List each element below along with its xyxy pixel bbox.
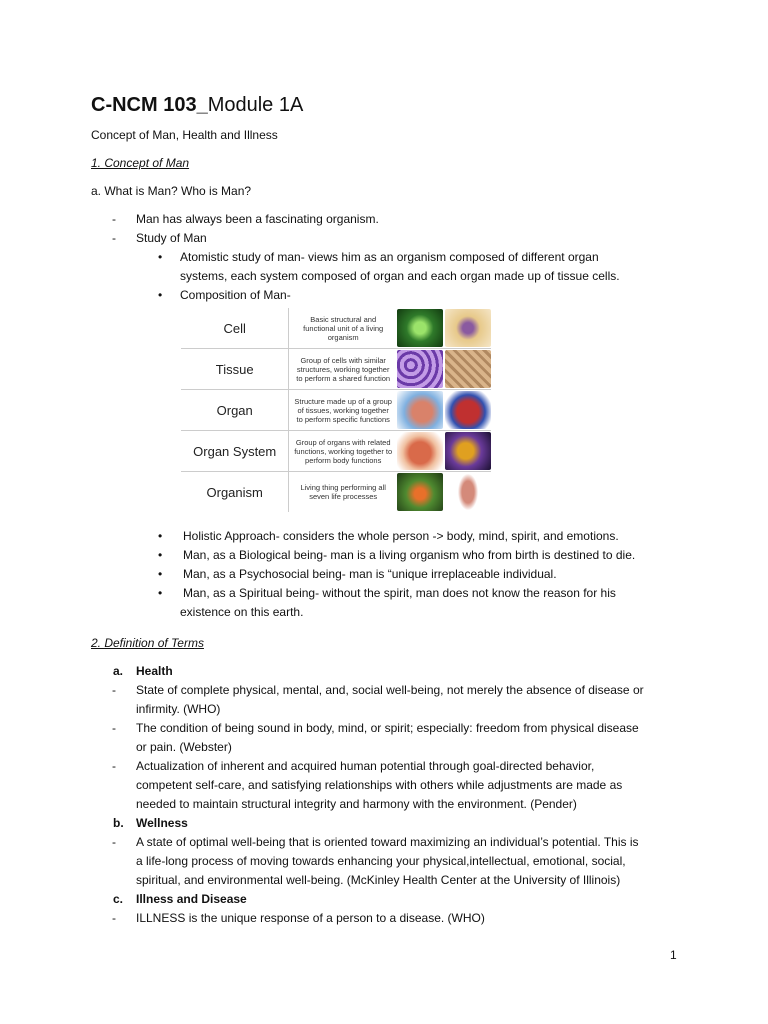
list-item-continued: spiritual, and environmental well-being. (McKinley Health Center at the University of Illinois) <box>136 873 621 887</box>
list-item: - Man has always been a fascinating organism. <box>112 212 379 226</box>
list-item-continued: infirmity. (WHO) <box>136 702 221 716</box>
composition-row <box>181 308 491 349</box>
composition-level-name: Cell <box>181 308 289 348</box>
composition-level-desc: Group of cells with similar structures, working together to perform a shared function <box>296 355 391 383</box>
term-heading-health: a. Health <box>113 664 173 678</box>
list-item: - ILLNESS is the unique response of a person to a disease. (WHO) <box>112 911 485 925</box>
document-title: C-NCM 103_Module 1A <box>91 94 304 116</box>
composition-row <box>181 390 491 431</box>
heart-image <box>445 391 491 429</box>
question-what-is-man: a. What is Man? Who is Man? <box>91 184 252 198</box>
page-number: 1 <box>670 948 677 962</box>
list-item: - A state of optimal well-being that is oriented toward maximizing an individual’s potential. This is <box>112 835 639 849</box>
composition-level-name: Organ System <box>181 431 289 471</box>
list-item-continued: needed to maintain structural integrity and harmony with the environment. (Pender) <box>136 797 577 811</box>
term-heading-illness: c. Illness and Disease <box>113 892 247 906</box>
list-item-continued: existence on this earth. <box>180 605 304 619</box>
composition-level-desc: Group of organs with related functions, working together to perform body functions <box>294 437 393 465</box>
tissue-diagram-image <box>445 350 491 388</box>
list-item-continued: or pain. (Webster) <box>136 740 232 754</box>
list-item: • Man, as a Spiritual being- without the spirit, man does not know the reason for his <box>158 586 616 600</box>
list-item: • Composition of Man- <box>158 288 291 302</box>
list-item: - The condition of being sound in body, mind, or spirit; especially: freedom from physical disease <box>112 721 639 735</box>
list-item: - Study of Man <box>112 231 207 245</box>
tissue-image <box>397 350 443 388</box>
document-subtitle: Concept of Man, Health and Illness <box>91 128 278 142</box>
section-heading-definition-of-terms: 2. Definition of Terms <box>91 636 204 650</box>
list-item-continued: systems, each system composed of organ and each organ made up of tissue cells. <box>180 269 620 283</box>
list-item: • Holistic Approach- considers the whole person -> body, mind, spirit, and emotions. <box>158 529 619 543</box>
composition-row <box>181 349 491 390</box>
composition-level-desc: Structure made up of a group of tissues, working together to perform specific functions <box>294 396 392 424</box>
organism-image <box>397 473 443 511</box>
list-item: • Man, as a Biological being- man is a living organism who from birth is destined to die. <box>158 548 636 562</box>
digestive-system-image <box>397 432 443 470</box>
composition-row <box>181 431 491 472</box>
composition-level-name: Organ <box>181 390 289 430</box>
composition-level-desc: Living thing performing all seven life processes <box>300 483 386 501</box>
section-heading-concept-of-man: 1. Concept of Man <box>91 156 190 170</box>
term-heading-wellness: b. Wellness <box>113 816 188 830</box>
list-item: - Actualization of inherent and acquired human potential through goal-directed behavior, <box>112 759 595 773</box>
composition-level-name: Organism <box>181 472 289 512</box>
cell-diagram-image <box>445 309 491 347</box>
organ-system-image <box>445 432 491 470</box>
list-item-continued: a life-long process of moving towards enhancing your physical,intellectual, emotional, social, <box>136 854 626 868</box>
composition-of-man-table <box>181 308 491 512</box>
organ-image <box>397 391 443 429</box>
composition-row <box>181 472 491 512</box>
cell-image <box>397 309 443 347</box>
composition-level-name: Tissue <box>181 349 289 389</box>
list-item: • Atomistic study of man- views him as an organism composed of different organ <box>158 250 599 264</box>
list-item: - State of complete physical, mental, and, social well-being, not merely the absence of disease or <box>112 683 644 697</box>
human-body-image <box>445 473 491 511</box>
list-item: • Man, as a Psychosocial being- man is “unique irreplaceable individual. <box>158 567 557 581</box>
list-item-continued: competent self-care, and satisfying relationships with others while adjustments are made as <box>136 778 623 792</box>
composition-level-desc: Basic structural and functional unit of a living organism <box>303 314 384 342</box>
